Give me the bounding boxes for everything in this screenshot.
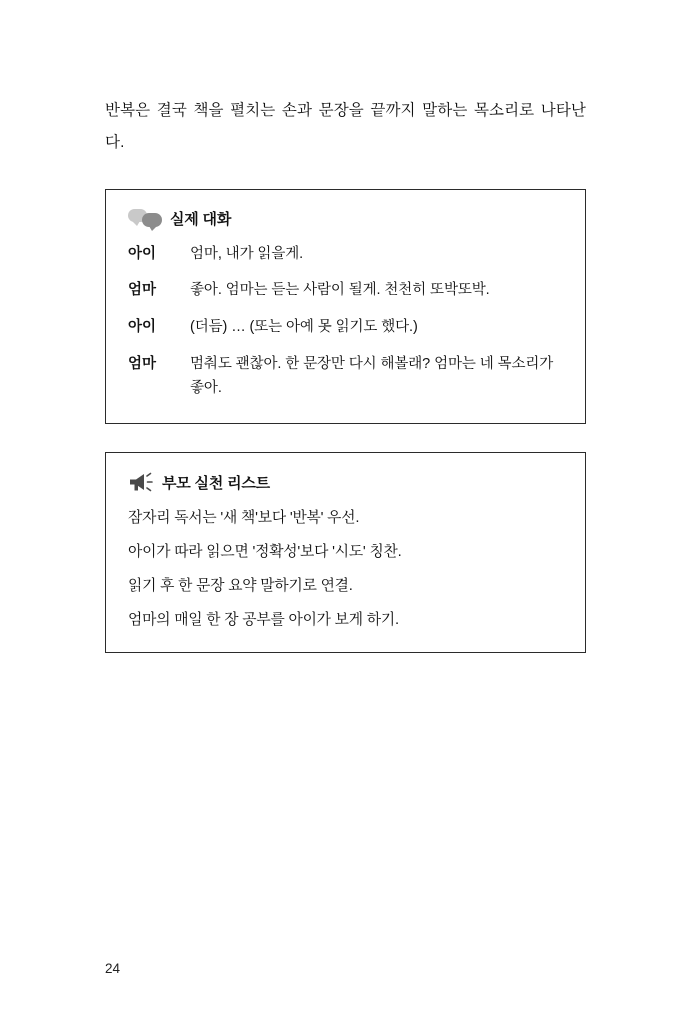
megaphone-icon xyxy=(128,471,154,493)
practice-list-item: 잠자리 독서는 '새 책'보다 '반복' 우선. xyxy=(128,510,360,527)
practice-list-item: 아이가 따라 읽으면 '정확성'보다 '시도' 칭찬. xyxy=(128,544,402,561)
dialogue-text: 좋아. 엄마는 듣는 사람이 될게. 천천히 또박또박. xyxy=(190,282,490,299)
dialogue-card-title: 실제 대화 xyxy=(170,210,232,228)
dialogue-speaker: 아이 xyxy=(128,245,157,262)
practice-card-title: 부모 실천 리스트 xyxy=(162,474,270,492)
practice-card-header xyxy=(128,471,563,493)
dialogue-card xyxy=(105,189,586,425)
page-body-paragraph: 반복은 결국 책을 펼치는 손과 문장을 끝까지 말하는 목소리로 나타난다. xyxy=(105,102,586,151)
practice-card xyxy=(105,452,586,653)
dialogue-line xyxy=(128,243,563,267)
page-number: 24 xyxy=(105,961,121,976)
dialogue-speaker: 엄마 xyxy=(128,282,157,299)
dialogue-text: 멈춰도 괜찮아. 한 문장만 다시 해볼래? 엄마는 네 목소리가 좋아. xyxy=(190,356,554,397)
speech-bubble-icon xyxy=(128,208,162,228)
dialogue-line xyxy=(128,279,563,303)
dialogue-speaker: 아이 xyxy=(128,319,157,336)
dialogue-speaker: 엄마 xyxy=(128,356,157,373)
practice-list xyxy=(128,507,563,632)
practice-list-item: 읽기 후 한 문장 요약 말하기로 연결. xyxy=(128,577,353,594)
dialogue-line xyxy=(128,316,563,340)
practice-list-item: 엄마의 매일 한 장 공부를 아이가 보게 하기. xyxy=(128,611,399,628)
dialogue-text: 엄마, 내가 읽을게. xyxy=(190,245,304,262)
dialogue-card-header xyxy=(128,208,563,229)
dialogue-text: (더듬) … (또는 아예 못 읽기도 했다.) xyxy=(190,319,418,336)
dialogue-line xyxy=(128,353,563,401)
